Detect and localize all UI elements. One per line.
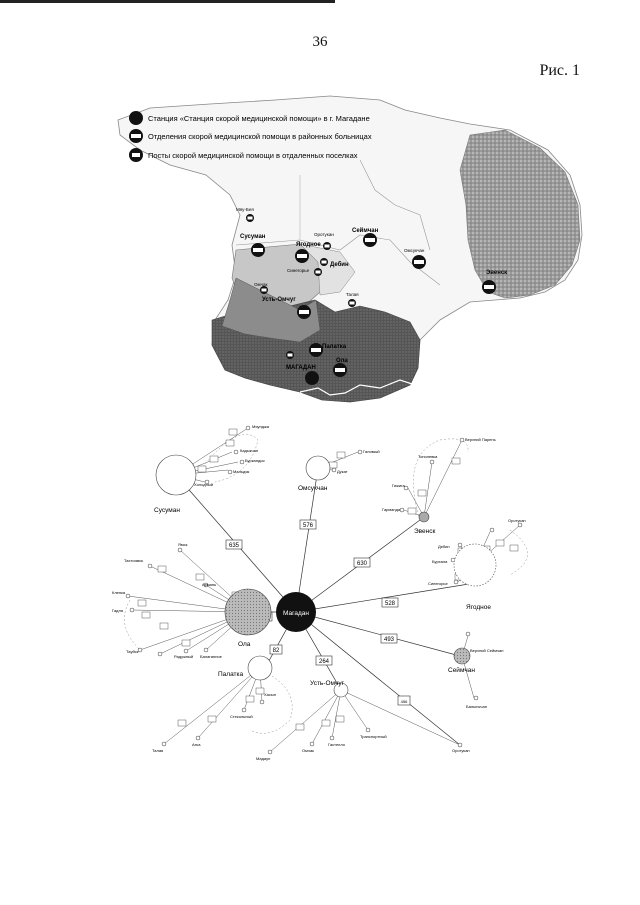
dist-palatka	[270, 645, 282, 654]
svg-text:Дукат: Дукат	[337, 469, 348, 474]
legend-station-text: Станция «Станция скорой медицинской помощи» в г. Магадане	[148, 114, 370, 123]
svg-text:Верхний Парень: Верхний Парень	[465, 437, 496, 442]
hub-evensk	[414, 512, 436, 535]
region-map	[118, 96, 582, 402]
map-label-debin: Дебин	[330, 262, 349, 268]
palatka-spokes	[164, 668, 262, 744]
post-debin-marker	[320, 258, 328, 266]
dist-seymchan	[381, 634, 397, 643]
map-label-ola: Ола	[336, 358, 348, 364]
svg-text:Хасын: Хасын	[264, 692, 276, 697]
svg-text:82: 82	[272, 648, 280, 654]
legend-item-post	[129, 148, 358, 162]
map-label-palatka: Палатка	[322, 344, 347, 350]
map-label-yagodnoe: Ягодное	[296, 242, 321, 248]
svg-text:Галимый: Галимый	[363, 449, 380, 454]
svg-text:Атка: Атка	[192, 742, 201, 747]
map-label-orotukan: Оротукан	[314, 232, 334, 237]
dept-yagodnoe-marker	[295, 249, 309, 263]
post-talaya-marker	[348, 299, 356, 307]
hub-label-seymchan: Сеймчан	[448, 667, 475, 674]
svg-text:Стекольный: Стекольный	[230, 714, 253, 719]
legend-item-station	[129, 111, 370, 125]
svg-text:Балыгычан: Балыгычан	[466, 704, 487, 709]
map-label-omchak: Омчак	[254, 282, 268, 287]
svg-text:Оротукан: Оротукан	[452, 748, 470, 753]
svg-text:Гадля: Гадля	[112, 608, 123, 613]
hub-label-palatka: Палатка	[218, 671, 244, 678]
hub-ust-omchug	[310, 680, 348, 697]
svg-text:Тополевка: Тополевка	[418, 454, 438, 459]
svg-text:Тауйск: Тауйск	[126, 649, 139, 654]
svg-text:264: 264	[318, 659, 330, 665]
svg-text:Холодный: Холодный	[194, 482, 213, 487]
hub-label-susuman: Сусуман	[154, 507, 180, 514]
svg-text:Мадаун: Мадаун	[256, 756, 271, 761]
svg-text:Гижига: Гижига	[392, 483, 405, 488]
map-region-evensk	[460, 130, 580, 298]
svg-text:Талая: Талая	[152, 748, 164, 753]
post-mylga-marker	[246, 214, 254, 222]
svg-text:Дебин: Дебин	[438, 544, 450, 549]
svg-text:Транспортный: Транспортный	[360, 734, 387, 739]
post-palatka-small-marker	[286, 351, 294, 359]
hub-magadan-center	[276, 592, 316, 632]
hub-omsukchan	[298, 456, 330, 492]
legend-department-text: Отделения скорой медицинской помощи в районных больницах	[148, 132, 372, 141]
svg-text:Тахтоямск: Тахтоямск	[124, 558, 144, 563]
dept-evensk-marker	[482, 280, 496, 294]
svg-text:Ямск: Ямск	[178, 542, 188, 547]
svg-text:493: 493	[383, 637, 395, 643]
map-legend	[129, 111, 372, 162]
ust-omchug-spokes	[270, 690, 460, 752]
svg-text:Гастелло: Гастелло	[328, 742, 345, 747]
dist-ust-omchug	[316, 656, 332, 665]
dept-susuman-marker	[251, 243, 265, 257]
map-label-sinegorye: Синегорье	[287, 268, 310, 273]
svg-text:Омчак: Омчак	[302, 748, 314, 753]
page-number: 36	[312, 34, 328, 50]
hub-label-evensk: Эвенск	[414, 528, 436, 535]
hub-label-yagodnoe: Ягодное	[466, 604, 492, 611]
evensk-spokes	[404, 440, 462, 517]
hub-yagodnoe	[454, 544, 496, 611]
svg-text:Радужный: Радужный	[174, 654, 194, 659]
dept-omsukchan-marker	[412, 255, 426, 269]
dept-ust-omchug-marker	[297, 305, 311, 319]
hub-label-magadan: Магадан	[283, 610, 309, 617]
map-label-magadan: МАГАДАН	[286, 365, 316, 371]
network-diagram	[112, 424, 528, 761]
svg-text:630: 630	[356, 561, 368, 567]
dist-yagodnoe	[382, 598, 398, 607]
map-label-ust-omchug: Усть-Омчуг	[262, 297, 296, 303]
dist-orotukan	[398, 696, 410, 705]
svg-text:Армань: Армань	[202, 582, 217, 587]
svg-text:Мяунджа: Мяунджа	[252, 424, 269, 429]
hub-palatka	[218, 656, 272, 680]
dept-ola-marker	[333, 363, 347, 377]
figure-label: Рис. 1	[539, 62, 580, 79]
map-label-omsukchan: Омсукчан	[404, 248, 425, 253]
map-label-susuman: Сусуман	[240, 234, 266, 240]
svg-text:635: 635	[228, 543, 240, 549]
svg-text:Мальдяк: Мальдяк	[233, 469, 250, 474]
svg-text:528: 528	[384, 601, 396, 607]
svg-text:Гарманда: Гарманда	[382, 507, 401, 512]
map-label-seymchan: Сеймчан	[352, 228, 379, 234]
svg-text:Буркандья: Буркандья	[245, 458, 265, 463]
legend-post-text: Посты скорой медицинской помощи в отдаленных поселках	[148, 151, 358, 160]
map-label-talaya: Талая	[346, 292, 359, 297]
legend-item-department	[129, 129, 372, 143]
map-label-evensk: Эвенск	[486, 270, 508, 276]
dist-evensk	[354, 558, 370, 567]
hub-label-ust-omchug: Усть-Омчуг	[310, 680, 345, 687]
hub-label-ola: Ола	[238, 641, 251, 648]
svg-text:Синегорье: Синегорье	[428, 581, 448, 586]
dept-seymchan-marker	[363, 233, 377, 247]
dist-susuman	[226, 540, 242, 549]
svg-text:Бурхала: Бурхала	[432, 559, 448, 564]
svg-text:456: 456	[400, 699, 408, 704]
svg-text:Клепка: Клепка	[112, 590, 126, 595]
post-omchak-marker	[260, 286, 268, 294]
hub-label-omsukchan: Омсукчан	[298, 485, 328, 492]
map-label-mylga: Мяу-Бея	[236, 207, 254, 212]
hub-susuman	[154, 455, 196, 514]
svg-text:576: 576	[302, 523, 314, 529]
hub-ola	[225, 589, 271, 648]
dist-omsukchan	[300, 520, 316, 529]
svg-text:Балаганное: Балаганное	[200, 654, 222, 659]
post-sinegorye-marker	[314, 268, 322, 276]
dept-palatka-marker	[309, 343, 323, 357]
magadan-station-marker	[305, 371, 319, 385]
svg-text:Кадыкчан: Кадыкчан	[240, 448, 259, 453]
svg-text:Верхний Сеймчан: Верхний Сеймчан	[470, 648, 504, 653]
svg-text:Оротукан: Оротукан	[508, 518, 526, 523]
post-orotukan-marker	[323, 242, 331, 250]
